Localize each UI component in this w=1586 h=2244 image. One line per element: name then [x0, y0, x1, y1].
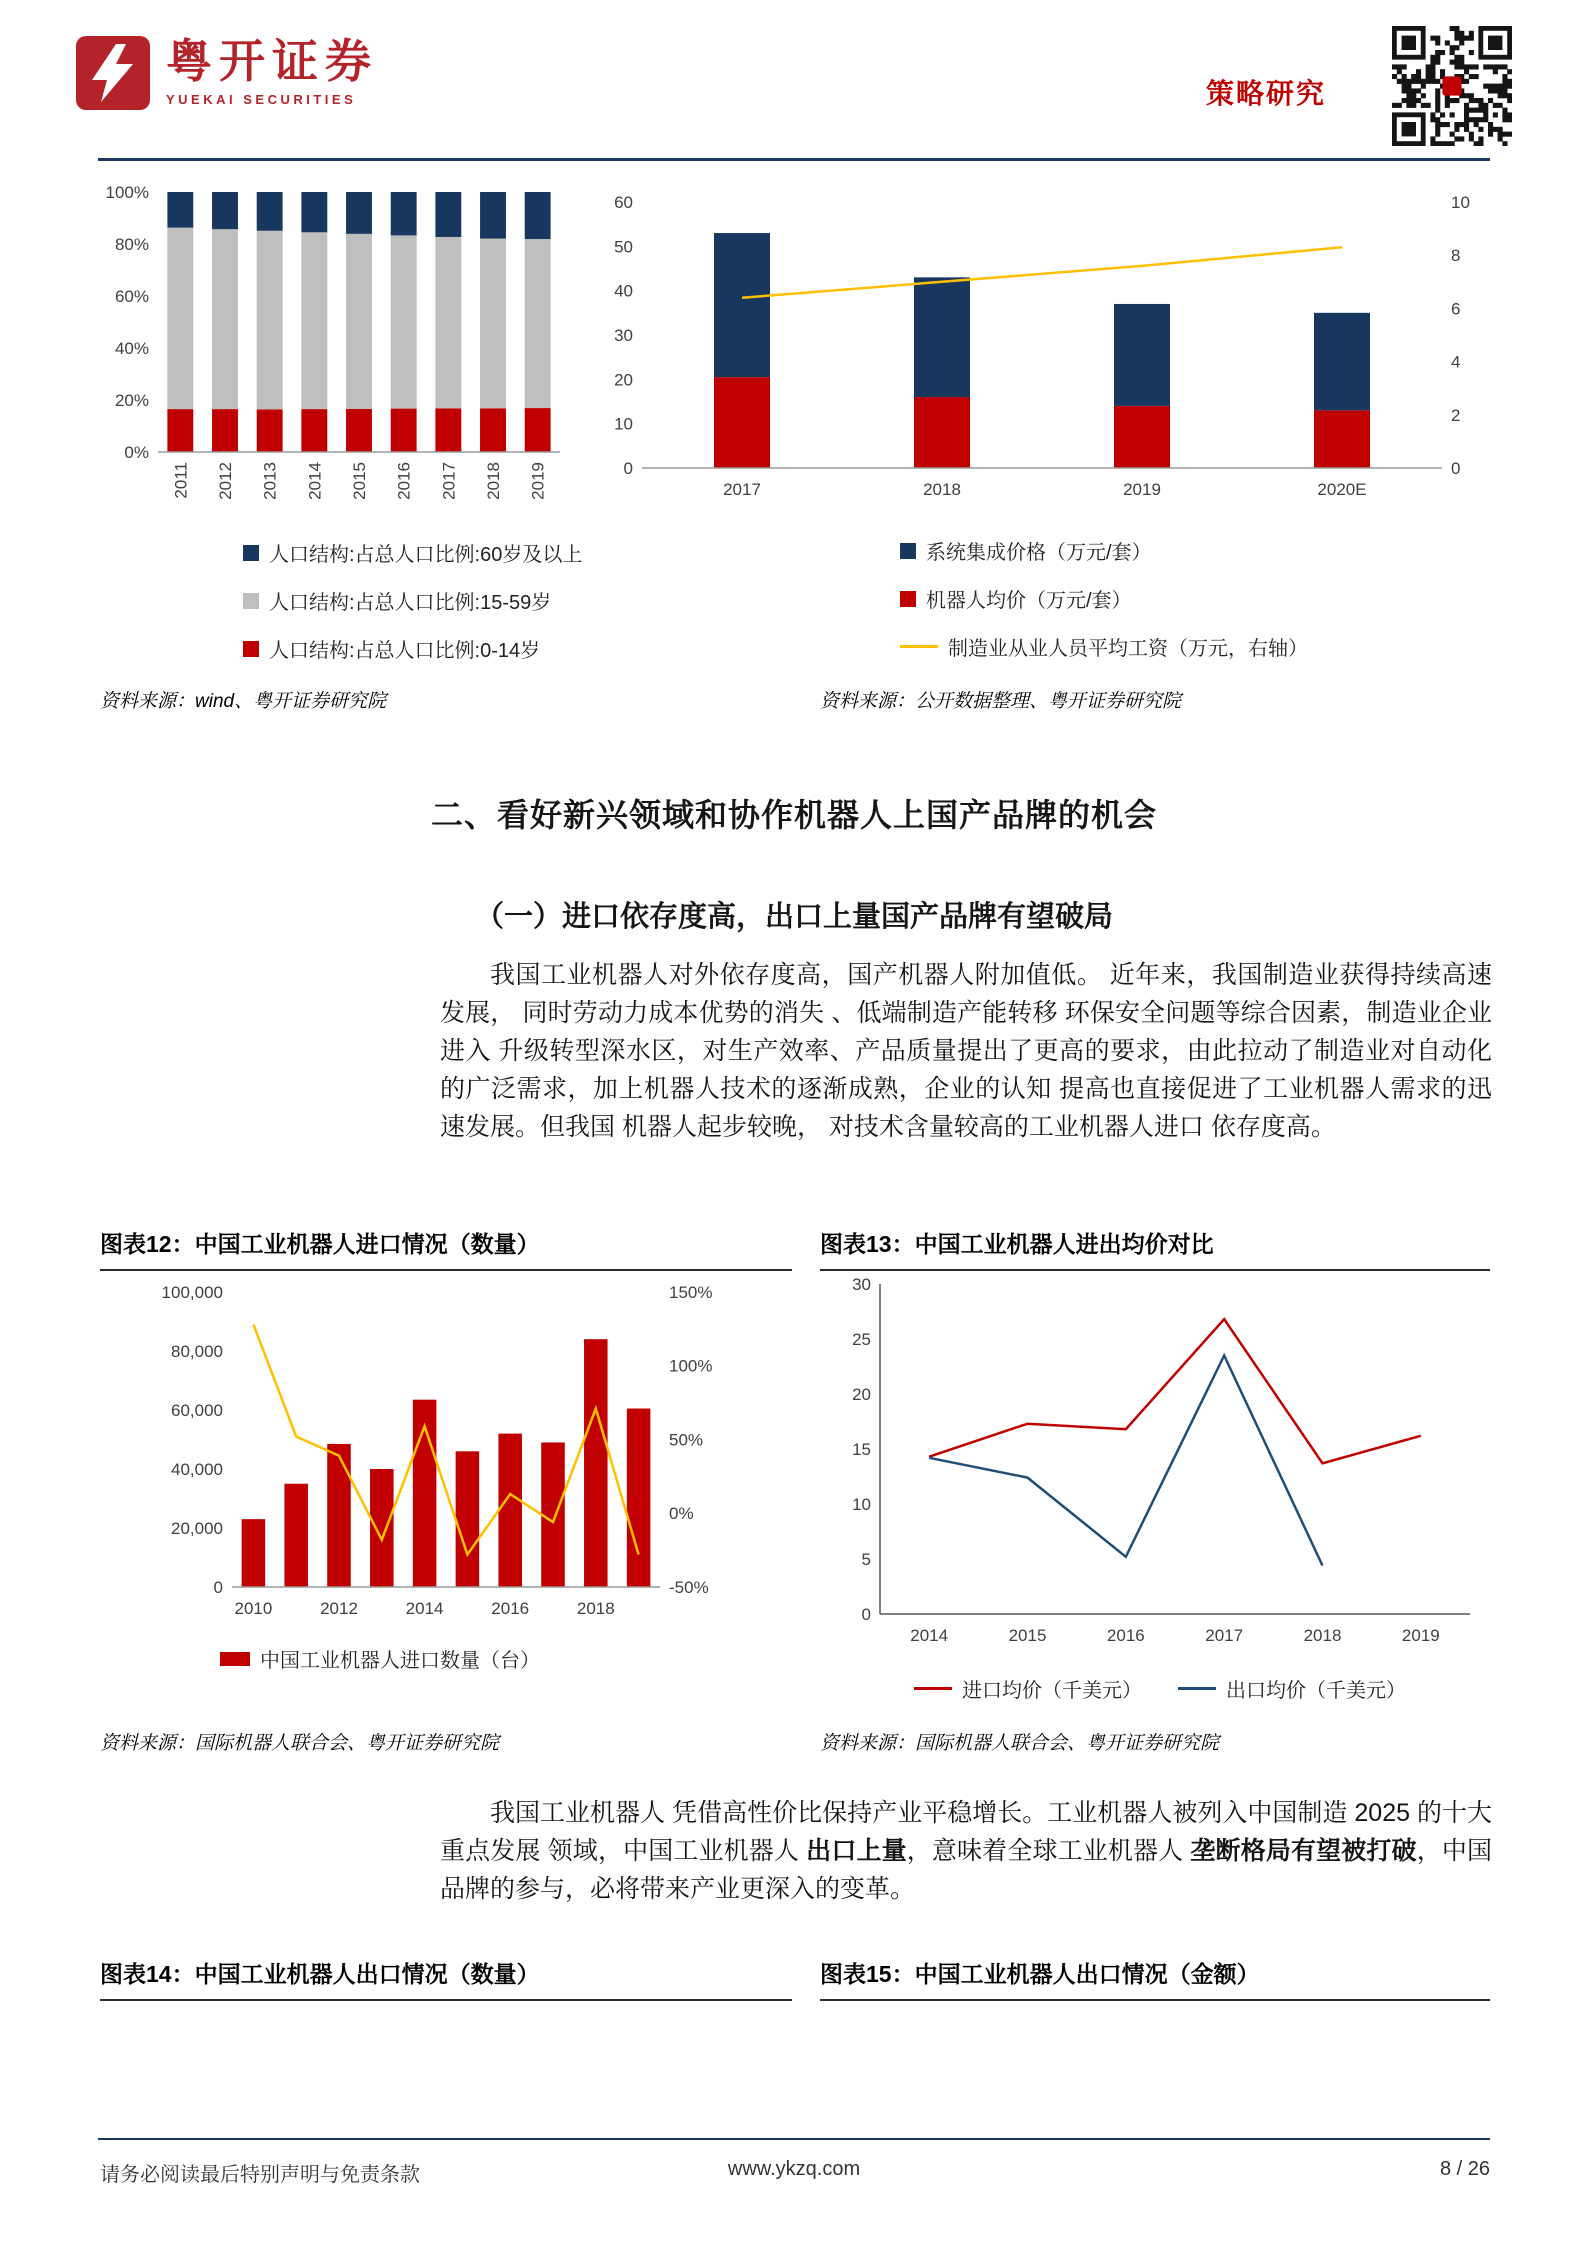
svg-text:10: 10: [614, 414, 633, 434]
svg-text:2016: 2016: [394, 462, 414, 500]
legend-label: 制造业从业人员平均工资（万元，右轴）: [948, 638, 1308, 660]
legend-label: 人口结构:占总人口比例:15-59岁: [269, 592, 552, 614]
figure-15-title: 图表15：中国工业机器人出口情况（金额）: [820, 1956, 1490, 2001]
svg-text:-50%: -50%: [669, 1577, 709, 1597]
svg-text:40: 40: [614, 281, 633, 301]
legend-label: 进口均价（千美元）: [962, 1680, 1142, 1702]
legend-swatch: [900, 591, 916, 607]
svg-text:80%: 80%: [114, 234, 149, 254]
svg-text:2014: 2014: [305, 462, 325, 500]
svg-text:2: 2: [1451, 405, 1461, 425]
svg-text:2019: 2019: [1401, 1626, 1440, 1645]
legend-item: [900, 536, 1308, 565]
source-note: 资料来源：公开数据整理、粤开证券研究院: [820, 691, 1182, 712]
svg-text:5: 5: [861, 1549, 871, 1569]
import-volume-chart: [100, 1272, 800, 1642]
svg-text:2010: 2010: [234, 1599, 273, 1618]
avg-price-chart: [820, 1272, 1500, 1667]
robot-price-chart: [590, 170, 1490, 530]
footer-page-number: 8 / 26: [1439, 2158, 1490, 2180]
svg-text:2016: 2016: [491, 1599, 530, 1618]
svg-text:25: 25: [852, 1329, 871, 1349]
svg-text:60%: 60%: [114, 286, 149, 306]
legend-item: [900, 632, 1308, 661]
svg-text:2019: 2019: [1123, 480, 1161, 499]
qr-code: [1392, 26, 1512, 146]
legend-item: [243, 538, 582, 567]
legend-label: 机器人均价（万元/套）: [926, 590, 1132, 612]
svg-text:2018: 2018: [923, 480, 961, 499]
svg-text:2015: 2015: [1008, 1626, 1047, 1645]
legend-label: 人口结构:占总人口比例:60岁及以上: [269, 544, 583, 566]
source-note: 资料来源：国际机器人联合会、粤开证券研究院: [100, 1733, 500, 1754]
svg-text:2013: 2013: [260, 462, 280, 500]
svg-text:2014: 2014: [910, 1626, 949, 1645]
svg-text:0: 0: [623, 458, 633, 478]
figure-13-title: 图表13：中国工业机器人进出均价对比: [820, 1226, 1490, 1271]
paragraph-text: ，意味着全球工业机器人: [906, 1837, 1191, 1865]
svg-text:2017: 2017: [1205, 1626, 1244, 1645]
svg-text:2018: 2018: [483, 462, 503, 500]
svg-text:50: 50: [614, 237, 633, 257]
svg-text:20: 20: [852, 1384, 871, 1404]
svg-text:2017: 2017: [723, 480, 761, 499]
svg-text:15: 15: [852, 1439, 871, 1459]
legend-swatch: [243, 593, 259, 609]
brand-name-en: YUEKAI SECURITIES: [166, 91, 357, 107]
footer-disclaimer: 请务必阅读最后特别声明与免责条款: [100, 2164, 420, 2186]
legend-swatch: [243, 545, 259, 561]
legend-swatch: [900, 543, 916, 559]
svg-text:50%: 50%: [669, 1430, 704, 1450]
yuekai-logo-icon: [76, 36, 150, 110]
legend-item: [1178, 1674, 1406, 1703]
svg-text:2017: 2017: [439, 462, 459, 500]
brand-text: [166, 36, 378, 107]
svg-text:100%: 100%: [669, 1356, 713, 1376]
legend-line-swatch: [1178, 1687, 1216, 1690]
report-category-label: 策略研究: [1206, 78, 1327, 109]
svg-text:4: 4: [1451, 352, 1461, 372]
svg-text:20: 20: [614, 370, 633, 390]
brand-name-cn: 粤开证券: [166, 35, 378, 87]
svg-text:2014: 2014: [405, 1599, 444, 1618]
section-heading: 二、看好新兴领域和协作机器人上国产品牌的机会: [430, 797, 1157, 833]
legend-swatch: [220, 1652, 250, 1666]
svg-text:0%: 0%: [669, 1504, 694, 1524]
footer-website-link[interactable]: www.ykzq.com: [727, 2158, 861, 2180]
svg-text:20,000: 20,000: [171, 1518, 223, 1538]
svg-text:2015: 2015: [349, 462, 369, 500]
svg-text:0: 0: [861, 1604, 871, 1624]
legend-label: 人口结构:占总人口比例:0-14岁: [269, 640, 541, 662]
legend-item: [900, 584, 1308, 613]
footer-divider: [98, 2138, 1490, 2140]
svg-text:2020E: 2020E: [1317, 480, 1367, 499]
paragraph-text-bold: 垄断格局有望被打破: [1190, 1837, 1417, 1865]
svg-text:6: 6: [1451, 299, 1461, 319]
svg-text:8: 8: [1451, 246, 1461, 266]
svg-text:2012: 2012: [215, 462, 235, 500]
legend-line-swatch: [900, 645, 938, 648]
svg-text:2016: 2016: [1106, 1626, 1145, 1645]
robot-price-chart-legend: [900, 536, 1308, 661]
svg-text:100%: 100%: [105, 182, 149, 202]
figure-14-title: 图表14：中国工业机器人出口情况（数量）: [100, 1956, 792, 2001]
svg-text:2018: 2018: [576, 1599, 615, 1618]
population-chart-legend: [243, 538, 582, 663]
population-structure-chart: [100, 170, 570, 530]
subsection-heading: （一）进口依存度高，出口上量国产品牌有望破局: [474, 901, 1113, 933]
svg-text:0: 0: [213, 1577, 223, 1597]
svg-text:40%: 40%: [114, 338, 149, 358]
legend-label: 出口均价（千美元）: [1226, 1680, 1406, 1702]
svg-text:100,000: 100,000: [161, 1282, 223, 1302]
svg-text:20%: 20%: [114, 390, 149, 410]
source-note: 资料来源：wind、粤开证券研究院: [100, 691, 387, 712]
avg-price-chart-legend: [830, 1674, 1490, 1703]
legend-item: [243, 586, 582, 615]
body-paragraph: 我国工业机器人对外依存度高，国产机器人附加值低。 近年来，我国制造业获得持续高速发展， 同时劳动力成本优势的消失 、低端制造产能转移 环保安全问题等综合因素，制造业企业进入 升级转型深水区，对生产效率、产品质量提出了更高的要求，由此拉动了制造业对自动化的广泛需求，加上机器人技术的逐渐成熟，企业的认知 提高也直接促进了工业机器人需求的迅速发展。但我国 机器人起步较晚， 对技术含量较高的工业机器人进口 依存度高。: [440, 961, 1492, 1141]
paragraph-text: 我国工业机器人 凭借高性价比保持产业平稳增长。工业机器人被列入中国制造 2025 的十大重点发展 领域，中国工业机器人: [440, 1799, 1492, 1865]
legend-item: [914, 1674, 1142, 1703]
legend-item: [243, 634, 582, 663]
svg-text:60: 60: [614, 192, 633, 212]
svg-text:60,000: 60,000: [171, 1400, 223, 1420]
source-note: 资料来源：国际机器人联合会、粤开证券研究院: [820, 1733, 1220, 1754]
svg-text:0: 0: [1451, 458, 1461, 478]
legend-label: 系统集成价格（万元/套）: [926, 542, 1152, 564]
svg-text:80,000: 80,000: [171, 1341, 223, 1361]
svg-text:2011: 2011: [171, 462, 191, 499]
import-volume-chart-legend: [150, 1644, 610, 1673]
legend-line-swatch: [914, 1687, 952, 1690]
brand-logo: [76, 36, 378, 110]
svg-text:40,000: 40,000: [171, 1459, 223, 1479]
legend-item: [220, 1644, 540, 1673]
svg-text:2012: 2012: [320, 1599, 358, 1618]
svg-text:2018: 2018: [1303, 1626, 1342, 1645]
svg-text:2019: 2019: [528, 462, 548, 500]
svg-text:30: 30: [614, 325, 633, 345]
paragraph-text: ，中国品牌的参与，必将带来产业更深入的变革。: [440, 1837, 1492, 1903]
paragraph-text-bold: 出口上量: [806, 1837, 907, 1865]
body-paragraph: [440, 1794, 1492, 1908]
header-divider: [98, 158, 1490, 161]
svg-text:0%: 0%: [124, 442, 149, 462]
svg-text:150%: 150%: [669, 1282, 713, 1302]
legend-label: 中国工业机器人进口数量（台）: [260, 1650, 540, 1672]
legend-swatch: [243, 641, 259, 657]
svg-text:10: 10: [1451, 192, 1470, 212]
figure-12-title: 图表12：中国工业机器人进口情况（数量）: [100, 1226, 792, 1271]
svg-text:10: 10: [852, 1494, 871, 1514]
svg-text:30: 30: [852, 1274, 871, 1294]
